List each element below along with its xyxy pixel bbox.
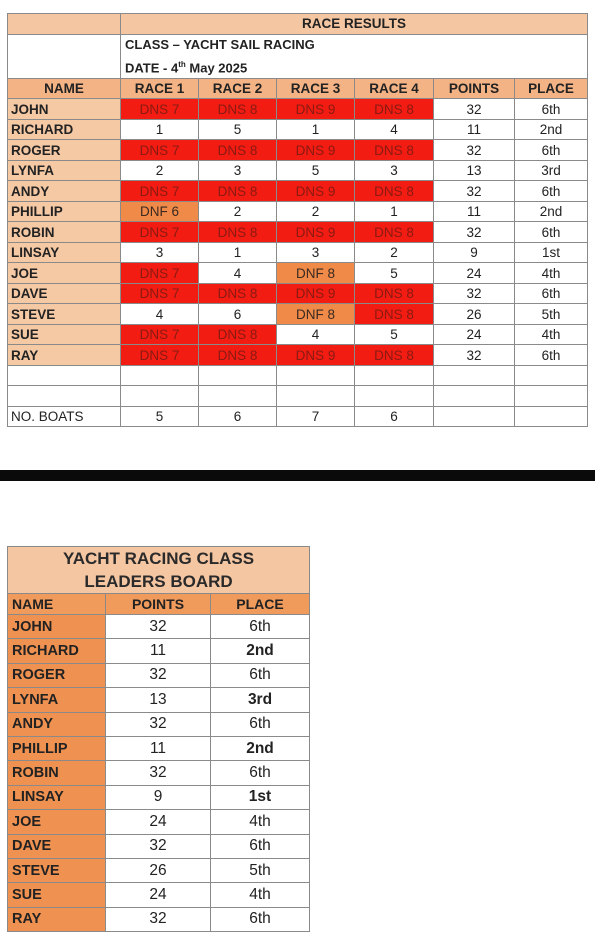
result-row — [8, 119, 588, 140]
empty-cell — [355, 365, 434, 386]
place-cell: 4th — [515, 263, 588, 284]
board-title-line2: LEADERS BOARD — [84, 572, 233, 591]
board-place-cell: 2nd — [211, 736, 310, 760]
race-result-cell: 2 — [355, 242, 434, 263]
race-result-cell: DNS 7 — [121, 140, 199, 161]
points-cell: 32 — [434, 283, 515, 304]
result-row — [8, 324, 588, 345]
race-result-cell: DNS 7 — [121, 222, 199, 243]
board-place-cell: 6th — [211, 615, 310, 639]
board-sailor-name: STEVE — [8, 858, 106, 882]
sailor-name: SUE — [8, 324, 121, 345]
results-header-row — [8, 78, 588, 99]
column-header: RACE 1 — [121, 78, 199, 99]
race-result-cell: 5 — [355, 324, 434, 345]
race-result-cell: DNS 9 — [277, 345, 355, 366]
corner-cell — [8, 14, 121, 35]
boats-count-cell: 6 — [355, 406, 434, 427]
results-title: RACE RESULTS — [121, 14, 588, 35]
place-cell: 2nd — [515, 201, 588, 222]
race-result-cell: DNS 8 — [199, 99, 277, 120]
boats-label: NO. BOATS — [8, 406, 121, 427]
sailor-name: PHILLIP — [8, 201, 121, 222]
empty-cell — [515, 386, 588, 407]
empty-cell — [121, 386, 199, 407]
sailor-name: LINSAY — [8, 242, 121, 263]
board-column-header: PLACE — [211, 594, 310, 615]
date-suffix: May 2025 — [185, 59, 248, 75]
board-place-cell: 6th — [211, 712, 310, 736]
sailor-name: ANDY — [8, 181, 121, 202]
race-result-cell: DNS 8 — [199, 140, 277, 161]
sailor-name: JOHN — [8, 99, 121, 120]
race-result-cell: DNS 8 — [355, 222, 434, 243]
race-result-cell: 2 — [277, 201, 355, 222]
race-result-cell: DNS 8 — [199, 345, 277, 366]
date-prefix: DATE - 4 — [125, 59, 179, 75]
board-place-cell: 5th — [211, 858, 310, 882]
race-result-cell: 1 — [121, 119, 199, 140]
board-points-cell: 32 — [106, 761, 211, 785]
board-place-cell: 6th — [211, 907, 310, 931]
sailor-name: DAVE — [8, 283, 121, 304]
board-row — [8, 615, 310, 639]
place-cell: 1st — [515, 242, 588, 263]
points-cell: 11 — [434, 119, 515, 140]
result-row — [8, 304, 588, 325]
place-cell: 6th — [515, 283, 588, 304]
board-points-cell: 13 — [106, 688, 211, 712]
race-result-cell: 5 — [355, 263, 434, 284]
result-row — [8, 242, 588, 263]
empty-cell — [8, 386, 121, 407]
sailor-name: RAY — [8, 345, 121, 366]
empty-cell — [199, 386, 277, 407]
race-result-cell: DNS 8 — [355, 140, 434, 161]
empty-cell — [434, 406, 515, 427]
result-row — [8, 140, 588, 161]
board-points-cell: 32 — [106, 907, 211, 931]
board-sailor-name: PHILLIP — [8, 736, 106, 760]
board-place-cell: 4th — [211, 883, 310, 907]
board-place-cell: 6th — [211, 663, 310, 687]
race-result-cell: DNS 7 — [121, 181, 199, 202]
race-result-cell: 4 — [277, 324, 355, 345]
result-row — [8, 181, 588, 202]
board-place-cell: 6th — [211, 834, 310, 858]
points-cell: 32 — [434, 140, 515, 161]
board-row — [8, 883, 310, 907]
board-column-header: NAME — [8, 594, 106, 615]
empty-cell — [121, 365, 199, 386]
board-place-cell: 2nd — [211, 639, 310, 663]
race-result-cell: 3 — [355, 160, 434, 181]
board-title — [8, 547, 310, 594]
board-sailor-name: ANDY — [8, 712, 106, 736]
board-row — [8, 688, 310, 712]
race-result-cell: DNS 9 — [277, 140, 355, 161]
boats-count-cell: 5 — [121, 406, 199, 427]
place-cell: 2nd — [515, 119, 588, 140]
board-row — [8, 736, 310, 760]
empty-cell — [434, 386, 515, 407]
race-result-cell: 1 — [277, 119, 355, 140]
empty-cell — [199, 365, 277, 386]
board-points-cell: 11 — [106, 736, 211, 760]
empty-cell — [8, 365, 121, 386]
boats-row — [8, 406, 588, 427]
place-cell: 6th — [515, 222, 588, 243]
empty-cell — [277, 386, 355, 407]
column-header: NAME — [8, 78, 121, 99]
blank-row — [8, 365, 588, 386]
race-result-cell: DNS 7 — [121, 324, 199, 345]
race-result-cell: DNS 9 — [277, 222, 355, 243]
board-points-cell: 24 — [106, 810, 211, 834]
race-result-cell: DNS 7 — [121, 283, 199, 304]
board-points-cell: 32 — [106, 712, 211, 736]
board-sailor-name: ROBIN — [8, 761, 106, 785]
race-result-cell: DNS 8 — [355, 181, 434, 202]
race-result-cell: DNS 7 — [121, 263, 199, 284]
board-points-cell: 32 — [106, 663, 211, 687]
race-result-cell: DNF 8 — [277, 304, 355, 325]
class-info — [121, 34, 588, 78]
empty-cell — [355, 386, 434, 407]
column-header: RACE 3 — [277, 78, 355, 99]
class-line: CLASS – YACHT SAIL RACING — [125, 36, 315, 52]
column-header: RACE 2 — [199, 78, 277, 99]
date-sup: th — [178, 59, 186, 69]
empty-cell — [515, 406, 588, 427]
race-result-cell: DNS 7 — [121, 345, 199, 366]
place-cell: 5th — [515, 304, 588, 325]
blank-row — [8, 386, 588, 407]
place-cell: 6th — [515, 140, 588, 161]
sailor-name: ROGER — [8, 140, 121, 161]
boats-count-cell: 7 — [277, 406, 355, 427]
board-place-cell: 4th — [211, 810, 310, 834]
board-column-header: POINTS — [106, 594, 211, 615]
race-result-cell: 4 — [199, 263, 277, 284]
board-points-cell: 24 — [106, 883, 211, 907]
sailor-name: ROBIN — [8, 222, 121, 243]
result-row — [8, 345, 588, 366]
board-header-row — [8, 594, 310, 615]
sailor-name: LYNFA — [8, 160, 121, 181]
result-row — [8, 283, 588, 304]
sailor-name: RICHARD — [8, 119, 121, 140]
result-row — [8, 99, 588, 120]
board-points-cell: 32 — [106, 834, 211, 858]
leaders-board-table — [7, 546, 310, 932]
board-points-cell: 9 — [106, 785, 211, 809]
race-result-cell: 2 — [121, 160, 199, 181]
column-header: RACE 4 — [355, 78, 434, 99]
section-divider — [0, 470, 595, 481]
race-result-cell: DNS 8 — [199, 222, 277, 243]
race-result-cell: 1 — [199, 242, 277, 263]
race-result-cell: 2 — [199, 201, 277, 222]
board-sailor-name: JOHN — [8, 615, 106, 639]
sailor-name: STEVE — [8, 304, 121, 325]
board-row — [8, 834, 310, 858]
race-result-cell: DNS 9 — [277, 181, 355, 202]
result-row — [8, 160, 588, 181]
board-sailor-name: ROGER — [8, 663, 106, 687]
board-row — [8, 858, 310, 882]
date-line — [125, 55, 587, 78]
points-cell: 9 — [434, 242, 515, 263]
place-cell: 6th — [515, 181, 588, 202]
race-result-cell: DNS 8 — [355, 345, 434, 366]
race-result-cell: 4 — [121, 304, 199, 325]
race-result-cell: DNS 8 — [355, 99, 434, 120]
place-cell: 6th — [515, 99, 588, 120]
race-result-cell: DNS 9 — [277, 283, 355, 304]
race-result-cell: DNS 7 — [121, 99, 199, 120]
empty-cell — [277, 365, 355, 386]
sailor-name: JOE — [8, 263, 121, 284]
points-cell: 26 — [434, 304, 515, 325]
board-sailor-name: SUE — [8, 883, 106, 907]
race-result-cell: DNS 9 — [277, 99, 355, 120]
points-cell: 32 — [434, 181, 515, 202]
race-results-table — [7, 13, 588, 427]
column-header: POINTS — [434, 78, 515, 99]
board-row — [8, 639, 310, 663]
board-sailor-name: DAVE — [8, 834, 106, 858]
empty-cell — [434, 365, 515, 386]
result-row — [8, 263, 588, 284]
info-blank-cell — [8, 34, 121, 78]
board-place-cell: 6th — [211, 761, 310, 785]
board-points-cell: 32 — [106, 615, 211, 639]
points-cell: 32 — [434, 99, 515, 120]
race-result-cell: 3 — [277, 242, 355, 263]
race-result-cell: 5 — [199, 119, 277, 140]
race-result-cell: 1 — [355, 201, 434, 222]
result-row — [8, 201, 588, 222]
board-sailor-name: JOE — [8, 810, 106, 834]
race-result-cell: DNS 8 — [199, 324, 277, 345]
board-place-cell: 1st — [211, 785, 310, 809]
race-result-cell: DNF 8 — [277, 263, 355, 284]
board-row — [8, 663, 310, 687]
board-row — [8, 810, 310, 834]
board-row — [8, 907, 310, 931]
points-cell: 24 — [434, 324, 515, 345]
board-place-cell: 3rd — [211, 688, 310, 712]
result-row — [8, 222, 588, 243]
board-sailor-name: RICHARD — [8, 639, 106, 663]
race-result-cell: 5 — [277, 160, 355, 181]
board-sailor-name: LINSAY — [8, 785, 106, 809]
column-header: PLACE — [515, 78, 588, 99]
board-row — [8, 785, 310, 809]
race-result-cell: 4 — [355, 119, 434, 140]
points-cell: 13 — [434, 160, 515, 181]
empty-cell — [515, 365, 588, 386]
board-row — [8, 761, 310, 785]
board-title-line1: YACHT RACING CLASS — [62, 549, 255, 568]
race-result-cell: DNF 6 — [121, 201, 199, 222]
race-result-cell: 3 — [199, 160, 277, 181]
race-result-cell: DNS 8 — [199, 181, 277, 202]
race-result-cell: 3 — [121, 242, 199, 263]
race-result-cell: 6 — [199, 304, 277, 325]
points-cell: 32 — [434, 222, 515, 243]
race-result-cell: DNS 8 — [199, 283, 277, 304]
boats-count-cell: 6 — [199, 406, 277, 427]
place-cell: 4th — [515, 324, 588, 345]
board-sailor-name: RAY — [8, 907, 106, 931]
race-result-cell: DNS 8 — [355, 283, 434, 304]
race-result-cell: DNS 8 — [355, 304, 434, 325]
board-sailor-name: LYNFA — [8, 688, 106, 712]
board-row — [8, 712, 310, 736]
place-cell: 6th — [515, 345, 588, 366]
board-points-cell: 11 — [106, 639, 211, 663]
points-cell: 32 — [434, 345, 515, 366]
board-points-cell: 26 — [106, 858, 211, 882]
points-cell: 24 — [434, 263, 515, 284]
points-cell: 11 — [434, 201, 515, 222]
place-cell: 3rd — [515, 160, 588, 181]
